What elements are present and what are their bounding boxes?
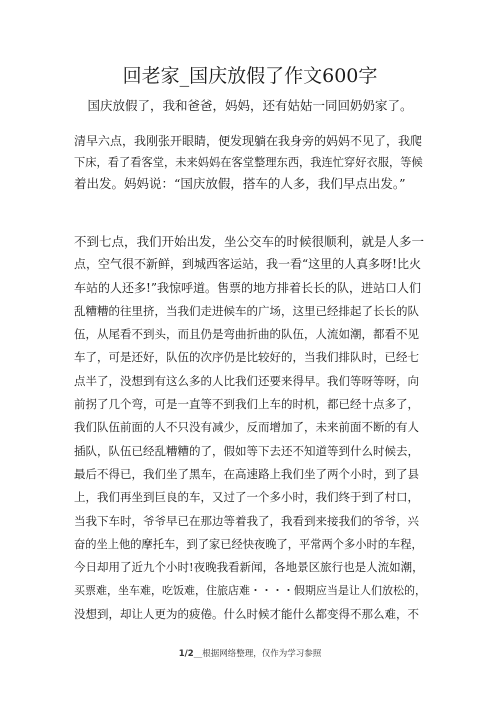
document-title: 回老家_国庆放假了作文600字 <box>122 65 378 87</box>
intro-paragraph: 国庆放假了，我和爸爸，妈妈，还有姑姑一同回奶奶家了。 <box>87 98 413 113</box>
paragraph-line: 点，空气很不新鲜，到城西客运站，我一看“这里的人真多呀!比火 <box>74 257 421 272</box>
paragraph-line: 当我下车时，爷爷早已在那边等着我了，我看到来接我们的爷爷，兴 <box>74 513 419 528</box>
paragraph-line: 车站的人还多!”我惊呼道。售票的地方排着长长的队，进站口人们 <box>74 280 421 295</box>
paragraph-line: 没想到，却让人更为的疲倦。什么时候才能什么都变得不那么难，不 <box>74 606 419 621</box>
paragraph-line: 乱糟糟的往里挤，当我们走进候车的广场，这里已经排起了长长的队 <box>74 303 419 318</box>
page-number: 1/2 <box>178 649 194 659</box>
paragraph-2 <box>74 230 424 626</box>
paragraph-line: 我们队伍前面的人不只没有减少，反而增加了，未来前面不断的有人 <box>74 420 419 435</box>
paragraph-1 <box>74 131 424 194</box>
paragraph-line: 清早六点，我刚张开眼睛，便发现躺在我身旁的妈妈不见了，我爬 <box>74 134 423 148</box>
paragraph-line: 上，我们再坐到巨良的车，又过了一个多小时，我们终于到了村口， <box>74 490 419 505</box>
paragraph-line: 前拐了几个弯，可是一直等不到我们上车的时机，都已经十点多了， <box>74 397 419 412</box>
paragraph-line: 不到七点，我们开始出发，坐公交车的时候很顺利，就是人多一 <box>74 234 425 249</box>
paragraph-line: 伍，从尾看不到头，而且仍是弯曲折曲的队伍，人流如潮，都看不见 <box>74 327 419 342</box>
paragraph-line: 着出发。妈妈说：“国庆放假，搭车的人多，我们早点出发。” <box>74 176 406 191</box>
paragraph-line: 点半了，没想到有这么多的人比我们还要来得早。我们等呀等呀，向 <box>74 373 419 388</box>
paragraph-line: 插队，队伍已经乱糟糟的了，假如等下去还不知道等到什么时候去， <box>74 443 419 458</box>
paragraph-line: 买票难，坐车难，吃饭难，住旅店难・・・・假期应当是让人们放松的， <box>74 584 426 598</box>
paragraph-line: 下床，看了看客堂，未来妈妈在客堂整理东西，我连忙穿好衣服，等候 <box>74 156 423 169</box>
page-footer <box>0 648 500 660</box>
paragraph-line: 今日却用了近九个小时!夜晚我看新闻，各地景区旅行也是人流如潮， <box>74 560 424 575</box>
paragraph-line: 奋的坐上他的摩托车，到了家已经快夜晚了，平常两个多小时的车程， <box>74 537 423 551</box>
paragraph-line: 最后不得已，我们坐了黑车，在高速路上我们坐了两个小时，到了县 <box>74 466 419 481</box>
paragraph-line: 车了，可是还好，队伍的次序仍是比较好的，当我们排队时，已经七 <box>74 350 419 365</box>
footer-note: __根据网络整理，仅作为学习参照 <box>193 649 322 659</box>
